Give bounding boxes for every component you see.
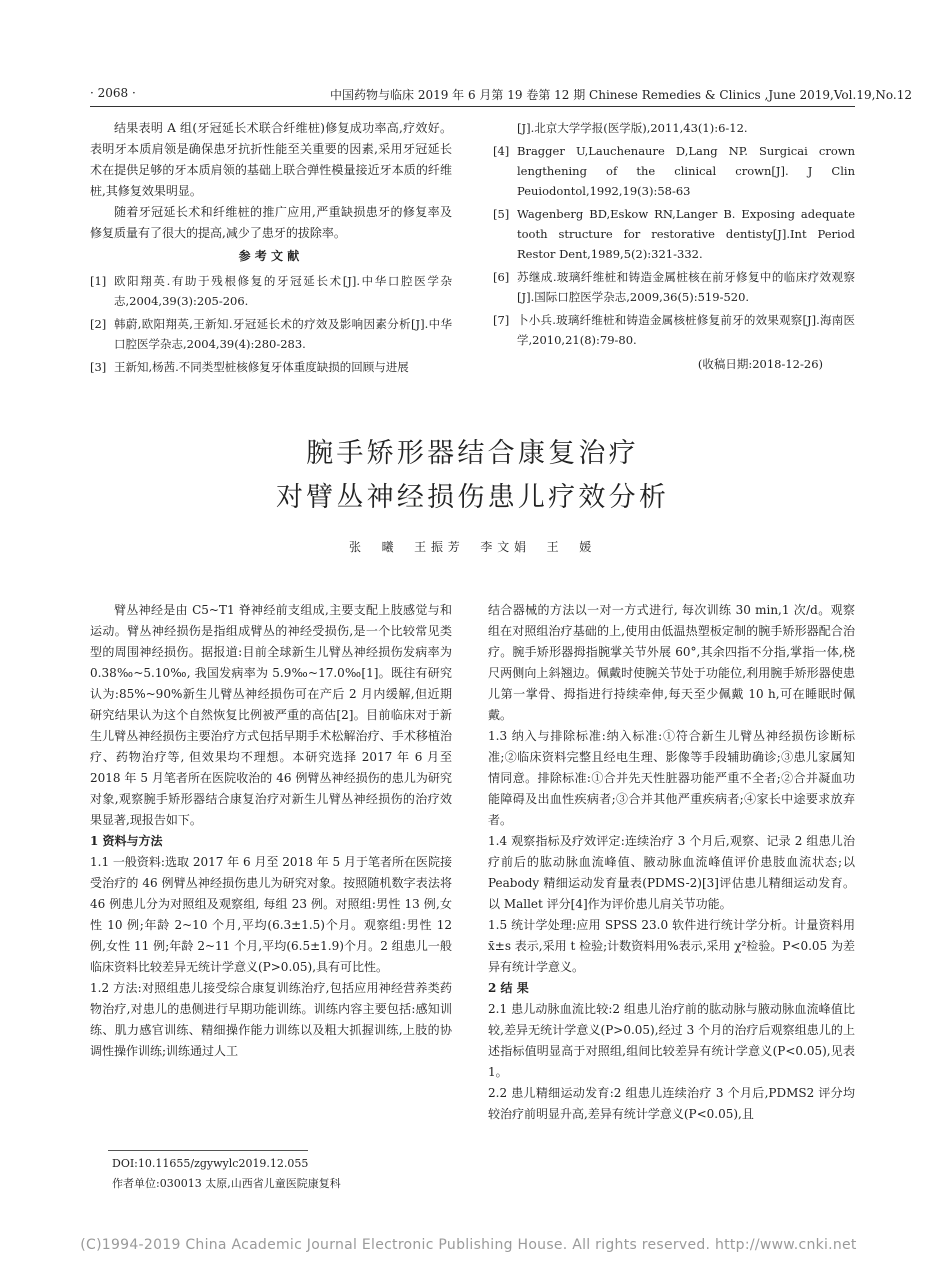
received-date: (收稿日期:2018-12-26): [697, 357, 823, 371]
reference-item: [90, 271, 452, 311]
reference-item: [493, 204, 855, 264]
reference-number: [2]: [90, 317, 107, 331]
footnote-rule: [108, 1150, 308, 1151]
article-title-line-2: 对臂丛神经损伤患儿疗效分析: [275, 482, 670, 513]
reference-number: [7]: [493, 313, 510, 327]
reference-item: [493, 310, 855, 350]
prev-paragraph: 结果表明 A 组(牙冠延长术联合纤维桩)修复成功率高,疗效好。表明牙本质肩领是确保患牙抗折性能至关重要的因素,采用牙冠延长术在提供足够的牙本质肩领的基础上联合弹性模量接近牙本质的纤维桩,其修复效果明显。: [90, 121, 452, 198]
reference-item: [493, 267, 855, 307]
author-list: 张 曦 王振芳 李文娟 王 媛: [348, 540, 597, 554]
body-paragraph: 臂丛神经是由 C5~T1 脊神经前支组成,主要支配上肢感觉与和运动。臂丛神经损伤是指组成臂丛的神经受损伤,是一个比较常见类型的周围神经损伤。据报道:目前全球新生儿臂丛神经损伤发病率为 0.38‰~5.10‰, 我国发病率为 5.9‰~17.0‰[1]。既往有研究认为:85%~90%新生儿臂丛神经损伤可在产后 2 月内缓解,但近期研究结果认为这个自然恢复比例被严重的高估[2]。目前临床对于新生儿臂丛神经损伤主要治疗方式包括早期手术松解治疗、手术移植治疗、药物治疗等, 但效果均不理想。本研究选择 2017 年 6 月至 2018 年 5 月笔者所在医院收治的 46 例臂丛神经损伤的患儿为研究对象,观察腕手矫形器结合康复治疗对新生儿臂丛神经损伤的治疗效果显著,现报告如下。: [90, 603, 452, 827]
body-right-column: [488, 600, 855, 1125]
body-left-column: [90, 600, 452, 1062]
reference-text: 韩蔚,欧阳翔英,王新知.牙冠延长术的疗效及影响因素分析[J].中华口腔医学杂志,2004,39(4):280-283.: [114, 317, 452, 351]
prev-article-left-column: [90, 118, 452, 380]
reference-item: [90, 357, 452, 377]
body-paragraph: 1.3 纳入与排除标准:纳入标准:①符合新生儿臂丛神经损伤诊断标准;②临床资料完整且经电生理、影像等手段辅助确诊;③患儿家属知情同意。排除标准:①合并先天性脏器功能严重不全者;②合并凝血功能障碍及出血性疾病者;③合并其他严重疾病者;④家长中途要求放弃者。: [488, 729, 855, 827]
reference-number: [3]: [90, 360, 107, 374]
header-rule: [90, 106, 855, 107]
section-heading: 2 结 果: [488, 981, 529, 995]
article-title-line-1: 腕手矫形器结合康复治疗: [306, 438, 639, 469]
body-paragraph: 结合器械的方法以一对一方式进行, 每次训练 30 min,1 次/d。观察组在对照组治疗基础的上,使用由低温热塑板定制的腕手矫形器配合治疗。腕手矫形器拇指腕掌关节外展 60°,其余四指不分指,掌指一体,桡尺两侧向上斜翘边。佩戴时使腕关节处于功能位,利用腕手矫形器使患儿第一掌骨、拇指进行持续牵伸,每天至少佩戴 10 h,可在睡眠时佩戴。: [488, 603, 855, 722]
reference-continuation: [493, 118, 855, 138]
section-heading: 1 资料与方法: [90, 834, 163, 848]
body-paragraph: 1.4 观察指标及疗效评定:连续治疗 3 个月后,观察、记录 2 组患儿治疗前后的肱动脉血流峰值、腋动脉血流峰值评价患肢血流状态;以 Peabody 精细运动发育量表(PDMS-2)[3]评估患儿精细运动发育。以 Mallet 评分[4]作为评价患儿肩关节功能。: [488, 834, 855, 911]
reference-text: 欧阳翔英.有助于残根修复的牙冠延长术[J].中华口腔医学杂志,2004,39(3):205-206.: [114, 274, 452, 308]
author-affiliation-footnote: 作者单位:030013 太原,山西省儿童医院康复科: [112, 1177, 341, 1190]
references-heading: 参考文献: [238, 249, 304, 263]
body-paragraph: 2.1 患儿动脉血流比较:2 组患儿治疗前的肱动脉与腋动脉血流峰值比较,差异无统计学意义(P>0.05),经过 3 个月的治疗后观察组患儿的上述指标值明显高于对照组,组间比较差异有统计学意义(P<0.05),见表 1。: [488, 1002, 855, 1079]
page-number: · 2068 ·: [90, 86, 136, 100]
reference-number: [1]: [90, 274, 107, 288]
body-paragraph: 1.1 一般资料:选取 2017 年 6 月至 2018 年 5 月于笔者所在医院接受治疗的 46 例臂丛神经损伤患儿为研究对象。按照随机数字表法将 46 例患儿分为对照组及观察组, 每组 23 例。对照组:男性 13 例,女性 10 例;年龄 2~10 个月,平均(6.3±1.5)个月。观察组:男性 12 例,女性 11 例;年龄 2~11 个月,平均(6.5±1.9)个月。2 组患儿一般临床资料比较差异无统计学意义(P>0.05),具有可比性。: [90, 855, 452, 974]
reference-item: [90, 314, 452, 354]
body-paragraph: 1.2 方法:对照组患儿接受综合康复训练治疗,包括应用神经营养类药物治疗,对患儿的患侧进行早期功能训练。训练内容主要包括:感知训练、肌力感官训练、精细操作能力训练以及粗大抓握训练,上肢的协调性操作训练;训练通过人工: [90, 981, 452, 1058]
body-paragraph: 2.2 患儿精细运动发育:2 组患儿连续治疗 3 个月后,PDMS2 评分均较治疗前明显升高,差异有统计学意义(P<0.05),且: [488, 1086, 855, 1121]
article-title-block: [90, 432, 855, 555]
reference-text: [J].北京大学学报(医学版),2011,43(1):6-12.: [517, 121, 748, 135]
doi-footnote: DOI:10.11655/zgywylc2019.12.055: [112, 1157, 309, 1170]
reference-number: [6]: [493, 270, 510, 284]
reference-text: 苏继成.玻璃纤维桩和铸造金属桩核在前牙修复中的临床疗效观察[J].国际口腔医学杂志,2009,36(5):519-520.: [517, 270, 855, 304]
prev-paragraph: 随着牙冠延长术和纤维桩的推广应用,严重缺损患牙的修复率及修复质量有了很大的提高,减少了患牙的拔除率。: [90, 205, 452, 240]
copyright-watermark: (C)1994-2019 China Academic Journal Electronic Publishing House. All rights reserved. http://www.cnki.net: [80, 1237, 857, 1253]
reference-item: [493, 141, 855, 201]
reference-number: [4]: [493, 144, 510, 158]
body-paragraph: 1.5 统计学处理:应用 SPSS 23.0 软件进行统计学分析。计量资料用x̄±s 表示,采用 t 检验;计数资料用%表示,采用 χ²检验。P<0.05 为差异有统计学意义。: [488, 918, 855, 974]
reference-number: [5]: [493, 207, 510, 221]
reference-text: 王新知,杨茜.不同类型桩核修复牙体重度缺损的回顾与进展: [114, 360, 409, 374]
prev-article-right-column: [493, 118, 855, 374]
journal-header: 中国药物与临床 2019 年 6 月第 19 卷第 12 期 Chinese Remedies & Clinics ,June 2019,Vol.19,No.12: [330, 88, 912, 102]
reference-text: Wagenberg BD,Eskow RN,Langer B. Exposing adequate tooth structure for restorative dentisty[J].Int Period Restor Dent,1989,5(2):321-332.: [517, 207, 855, 261]
reference-text: Bragger U,Lauchenaure D,Lang NP. Surgicai crown lengthening of the clinical crown[J]. J Clin Peuiodontol,1992,19(3):58-63: [517, 144, 855, 198]
reference-text: 卜小兵.玻璃纤维桩和铸造金属核桩修复前牙的效果观察[J].海南医学,2010,21(8):79-80.: [517, 313, 855, 347]
